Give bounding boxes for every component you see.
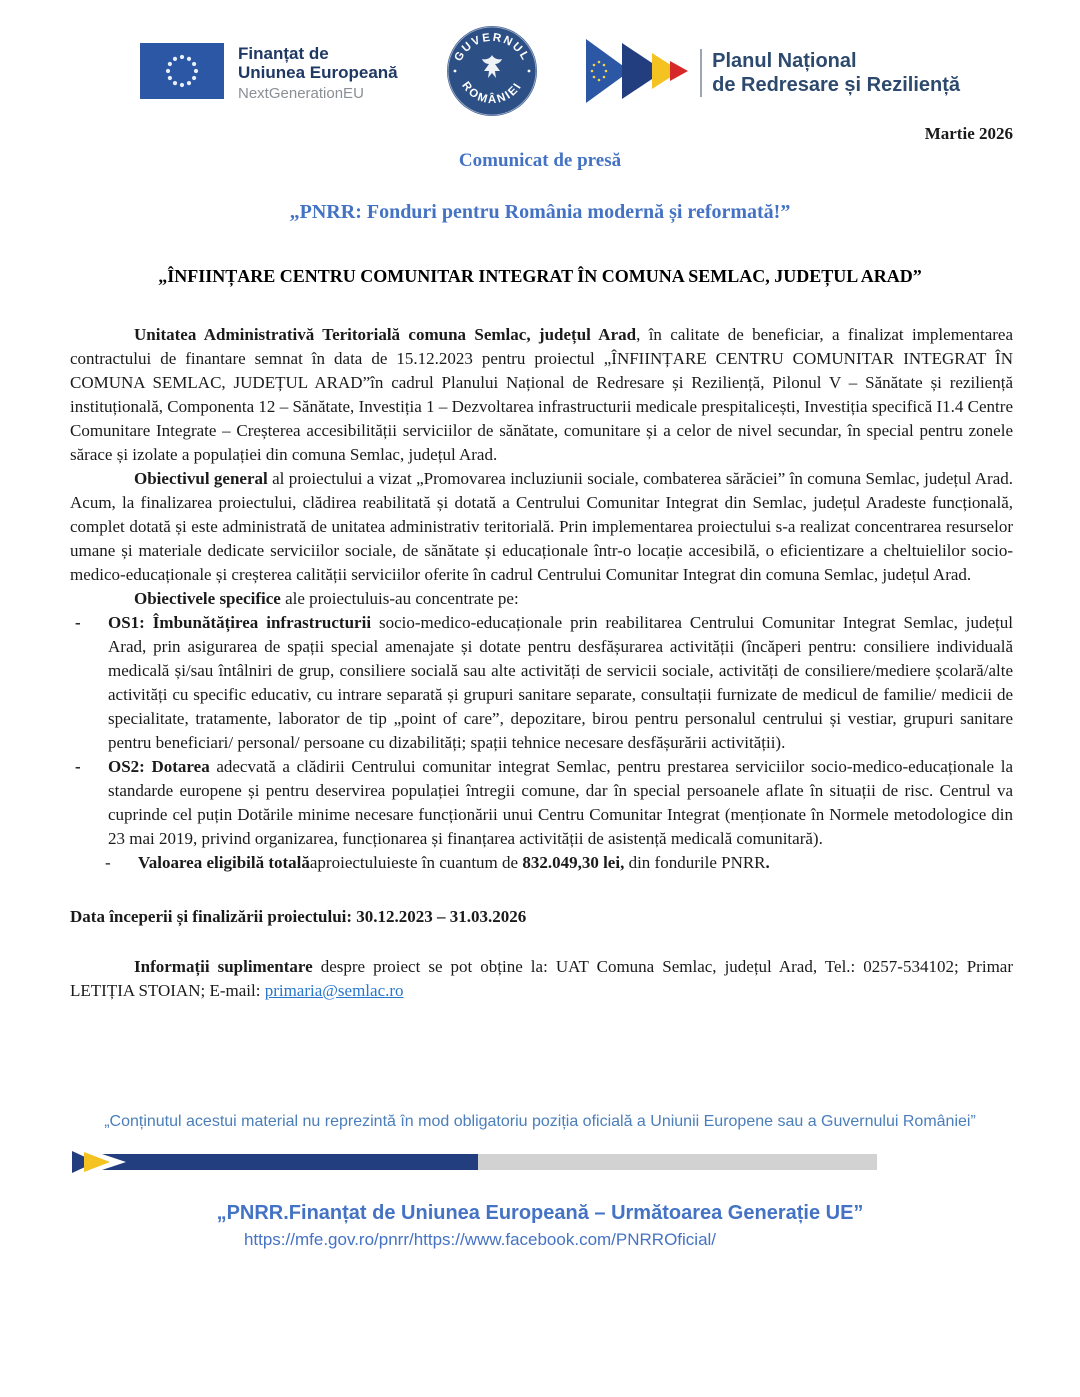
bullet-os2 xyxy=(70,755,1013,851)
government-seal-icon xyxy=(446,25,538,122)
bullet-os1-dash: - xyxy=(75,613,81,632)
seal-text-top: GUVERNUL xyxy=(452,31,532,64)
pnrr-logo xyxy=(586,38,960,109)
contact-info-text: despre proiect se pot obține la: UAT Comuna Semlac, județul Arad, Tel.: 0257-534102; Primar LETIȚIA STOIAN; E-mail: xyxy=(70,957,1013,1000)
eligible-value-amount: 832.049,30 lei, xyxy=(522,853,625,872)
eu-logo-line1: Finanțat de xyxy=(238,43,329,63)
seal-text-bottom: ROMÂNIEI xyxy=(459,79,525,106)
eu-logo-text xyxy=(238,44,398,102)
paragraph-specific-objectives xyxy=(70,587,1013,611)
document-body xyxy=(0,323,1080,1003)
document-date: Martie 2026 xyxy=(924,124,1013,143)
press-release-heading: Comunicat de presă xyxy=(458,150,622,171)
contact-email-link[interactable]: primaria@semlac.ro xyxy=(264,981,404,1000)
eu-logo-line3: NextGenerationEU xyxy=(238,84,364,102)
eu-flag-icon xyxy=(140,43,224,104)
bullet-os1-lead: OS1: Îmbunătățirea infrastructurii xyxy=(108,613,372,632)
project-dates: Data începerii și finalizării proiectului: 30.12.2023 – 31.03.2026 xyxy=(70,907,527,926)
eligible-value-tail: din fondurile PNRR xyxy=(624,853,766,872)
bullet-os2-dash: - xyxy=(75,757,81,776)
paragraph-general-objective-text: al proiectului a vizat „Promovarea incluziunii sociale, combaterea sărăciei” în comuna Semlac, județul Arad. Acum, la finalizarea proiectului, clădirea reabilitată și dotată a Centrului Comunitar Integrat din Semlac, județul Aradeste funcțională, complet dotată și este administrată de unitatea administrativ teritorială. Prin implementarea proiectului s-a realizat concentrarea resurselor umane și materiale dedicate serviciilor sociale, de sănătate și educaționale într-o locație accesibilă, o eficientizare a cheltuielilor socio-medico-educaționale și creșterea calității serviciilor oferite în cadrul Centrului Comunitar Integrat din comuna Semlac, județul Arad. xyxy=(70,469,1013,584)
paragraph-specific-objectives-text: ale proiectuluis-au concentrate pe: xyxy=(280,589,519,608)
project-title: „ÎNFIINȚARE CENTRU COMUNITAR INTEGRAT ÎN COMUNA SEMLAC, JUDEȚUL ARAD” xyxy=(158,266,922,286)
eligible-value-mid: aproiectuluieste în cuantum de xyxy=(309,853,523,872)
bullet-eligible-value xyxy=(70,851,1013,875)
paragraph-beneficiary xyxy=(70,323,1013,467)
bullet-eligible-value-dash: - xyxy=(105,853,111,872)
eligible-value-label: Valoarea eligibilă totală xyxy=(138,853,310,872)
header-logos xyxy=(0,0,1080,118)
paragraph-contact-info xyxy=(70,955,1013,1003)
pnrr-logo-line1: Planul Național xyxy=(712,50,857,72)
eu-funding-logo xyxy=(140,43,398,104)
pnrr-slogan-heading: „PNRR: Fonduri pentru România modernă și reformată!” xyxy=(289,201,791,223)
footer-motto: „PNRR.Finanțat de Uniunea Europeană – Următoarea Generație UE” xyxy=(216,1202,864,1224)
footer-arrow-bar-icon xyxy=(72,1151,1080,1178)
bullet-os1 xyxy=(70,611,1013,755)
bullet-os2-lead: OS2: Dotarea xyxy=(108,757,210,776)
pnrr-logo-line2: de Redresare și Reziliență xyxy=(712,74,960,96)
eu-logo-line2: Uniunea Europeană xyxy=(238,63,398,83)
footer-disclaimer: „Conținutul acestui material nu reprezintă în mod obligatoriu poziția oficială a Uniunii Europene sau a Guvernului României” xyxy=(104,1113,976,1130)
paragraph-beneficiary-lead: Unitatea Administrativă Teritorială comuna Semlac, județul Arad xyxy=(134,325,637,344)
bullet-os1-text: socio-medico-educaționale prin reabilitarea Centrului Comunitar Integrat Semlac, județul Arad, prin asigurarea de spații special amenajate și dotate pentru desfășurarea activității (încăperi pentru: consiliere individuală medicală și/sau întâlniri de grup, consiliere socială sau alte activități de servicii sociale, activități de consiliere/mediere școlară/alte activități cu specific educativ, cu intrare separată și grupuri sanitare separate, consultații furnizate de medicul de familie/ medicii de specialitate, tratamente, laborator de tip „point of care”, depozitare, birou pentru personalul centrului și vestiar, grupuri sanitare pentru beneficiari/ personal/ persoane cu dizabilități; spații tehnice necesare desfășurării activității). xyxy=(108,613,1013,752)
paragraph-general-objective xyxy=(70,467,1013,587)
footer-links[interactable]: https://mfe.gov.ro/pnrr/https://www.facebook.com/PNRROficial/ xyxy=(243,1230,717,1249)
pnrr-arrows-icon xyxy=(586,38,694,109)
contact-info-lead: Informații suplimentare xyxy=(134,957,313,976)
bullet-os2-text: adecvată a clădirii Centrului comunitar integrat Semlac, pentru prestarea serviciilor socio-medico-educaționale la standarde europene și pentru deservirea populației întregii comune, dar în special persoanele aflate în situații de risc. Centrul va cuprinde cel puțin Dotările minime necesare funcționării unui Centru Comunitar Integrat (menționate în Normele metodologice din 23 mai 2019, privind organizarea, funcționarea și finanțarea activității de asistență medicală comunitară). xyxy=(108,757,1013,848)
paragraph-specific-objectives-lead: Obiectivele specifice xyxy=(134,589,281,608)
paragraph-general-objective-lead: Obiectivul general xyxy=(134,469,268,488)
eligible-value-period: . xyxy=(765,853,770,872)
paragraph-beneficiary-text: , în calitate de beneficiar, a finalizat implementarea contractului de finantare semnat în data de 15.12.2023 pentru proiectul „ÎNFIINȚARE CENTRU COMUNITAR INTEGRAT ÎN COMUNA SEMLAC, JUDEȚUL ARAD”în cadrul Planului Național de Redresare și Reziliență, Pilonul V – Sănătate și reziliență instituțională, Componenta 12 – Sănătate, Investiția 1 – Dezvoltarea infrastructurii medicale prespitalicești, Investiția specifică I1.4 Centre Comunitare Integrate – Creșterea accesibilității serviciilor de sănătate, comunitare și a celor de nivel secundar, în special pentru zonele sărace și izolate a populației din comuna Semlac, județul Arad. xyxy=(70,325,1013,464)
pnrr-logo-text xyxy=(700,49,960,97)
